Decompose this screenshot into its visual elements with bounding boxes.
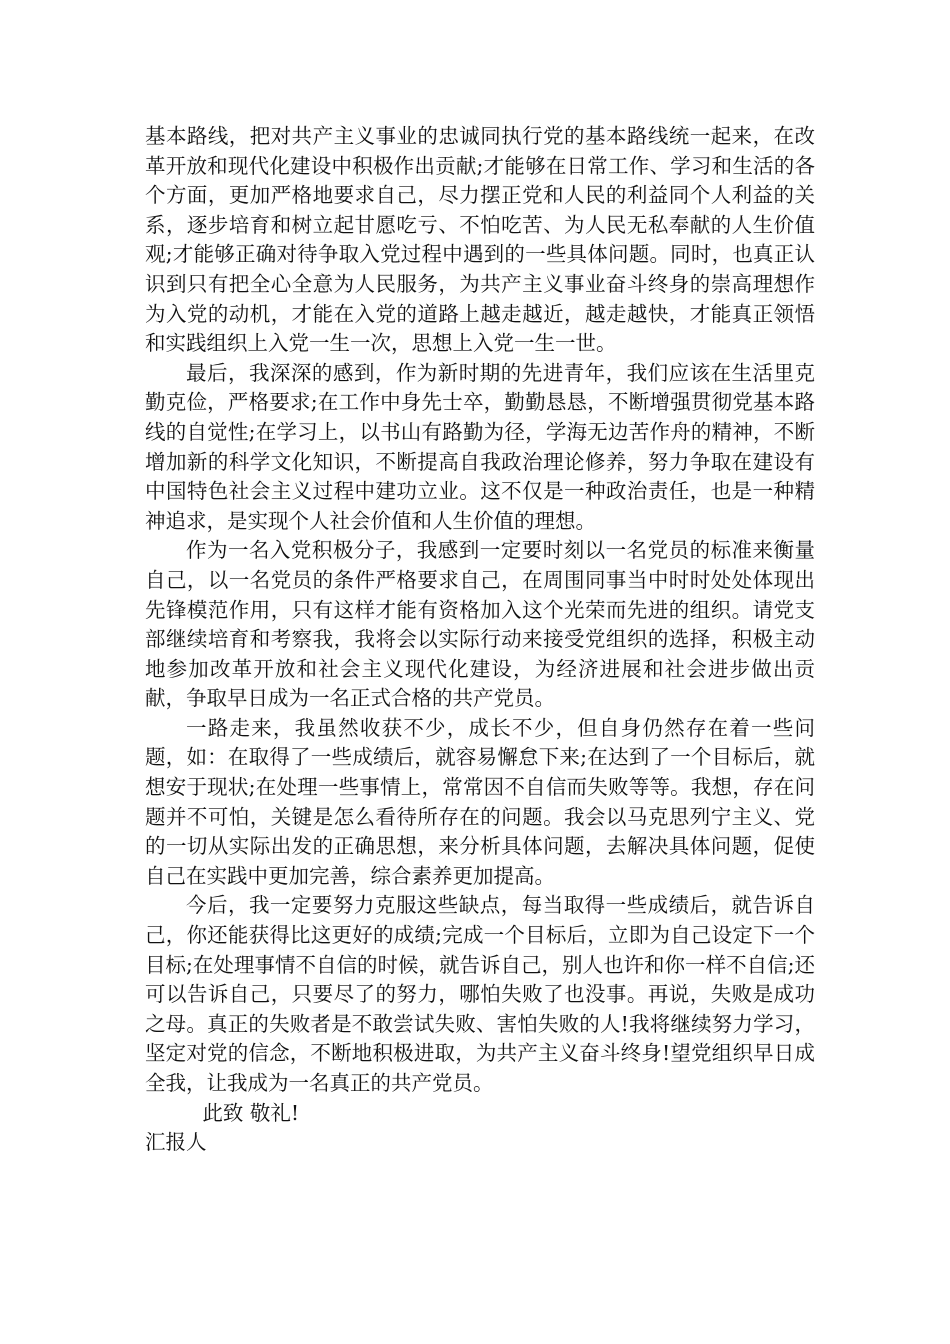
paragraph-finally: 最后，我深深的感到，作为新时期的先进青年，我们应该在生活里克勤克俭，严格要求;在工作中身先士卒，勤勤恳恳，不断增强贯彻党基本路线的自觉性;在学习上，以书山有路勤为径，学海无边苦作舟的精神，不断增加新的科学文化知识，不断提高自我政治理论修养，努力争取在建设有中国特色社会主义过程中建功立业。这不仅是一种政治责任，也是一种精神追求，是实现个人社会价值和人生价值的理想。 bbox=[145, 360, 815, 533]
paragraph-continuation: 基本路线，把对共产主义事业的忠诚同执行党的基本路线统一起来，在改革开放和现代化建设中积极作出贡献;才能够在日常工作、学习和生活的各个方面，更加严格地要求自己，尽力摆正党和人民的利益同个人利益的关系，逐步培育和树立起甘愿吃亏、不怕吃苦、为人民无私奉献的人生价值观;才能够正确对待争取入党过程中遇到的一些具体问题。同时，也真正认识到只有把全心全意为人民服务，为共产主义事业奋斗终身的崇高理想作为入党的动机，才能在入党的道路上越走越近，越走越快，才能真正领悟和实践组织上入党一生一次，思想上入党一生一世。 bbox=[145, 124, 815, 356]
paragraph-future: 今后，我一定要努力克服这些缺点，每当取得一些成绩后，就告诉自己，你还能获得比这更好的成绩;完成一个目标后，立即为自己设定下一个目标;在处理事情不自信的时候，就告诉自己，别人也许和你一样不自信;还可以告诉自己，只要尽了的努力，哪怕失败了也没事。再说，失败是成功之母。真正的失败者是不敢尝试失败、害怕失败的人!我将继续努力学习，坚定对党的信念，不断地积极进取，为共产主义奋斗终身!望党组织早日成全我，让我成为一名真正的共产党员。 bbox=[145, 893, 815, 1095]
document-body bbox=[145, 122, 815, 1158]
signature-label: 汇报人 bbox=[145, 1130, 207, 1155]
paragraph-activist: 作为一名入党积极分子，我感到一定要时刻以一名党员的标准来衡量自己，以一名党员的条件严格要求自己，在周围同事当中时时处处体现出先锋模范作用，只有这样才能有资格加入这个光荣而先进的组织。请党支部继续培育和考察我，我将会以实际行动来接受党组织的选择，积极主动地参加改革开放和社会主义现代化建设，为经济进展和社会进步做出贡献，争取早日成为一名正式合格的共产党员。 bbox=[145, 538, 815, 711]
paragraph-problems: 一路走来，我虽然收获不少，成长不少，但自身仍然存在着一些问题，如：在取得了一些成绩后，就容易懈怠下来;在达到了一个目标后，就想安于现状;在处理一些事情上，常常因不自信而失败等等。我想，存在问题并不可怕，关键是怎么看待所存在的问题。我会以马克思列宁主义、党的一切从实际出发的正确思想，来分析具体问题，去解决具体问题，促使自己在实践中更加完善，综合素养更加提高。 bbox=[145, 715, 815, 888]
closing-salutation: 此致 敬礼! bbox=[202, 1100, 300, 1125]
